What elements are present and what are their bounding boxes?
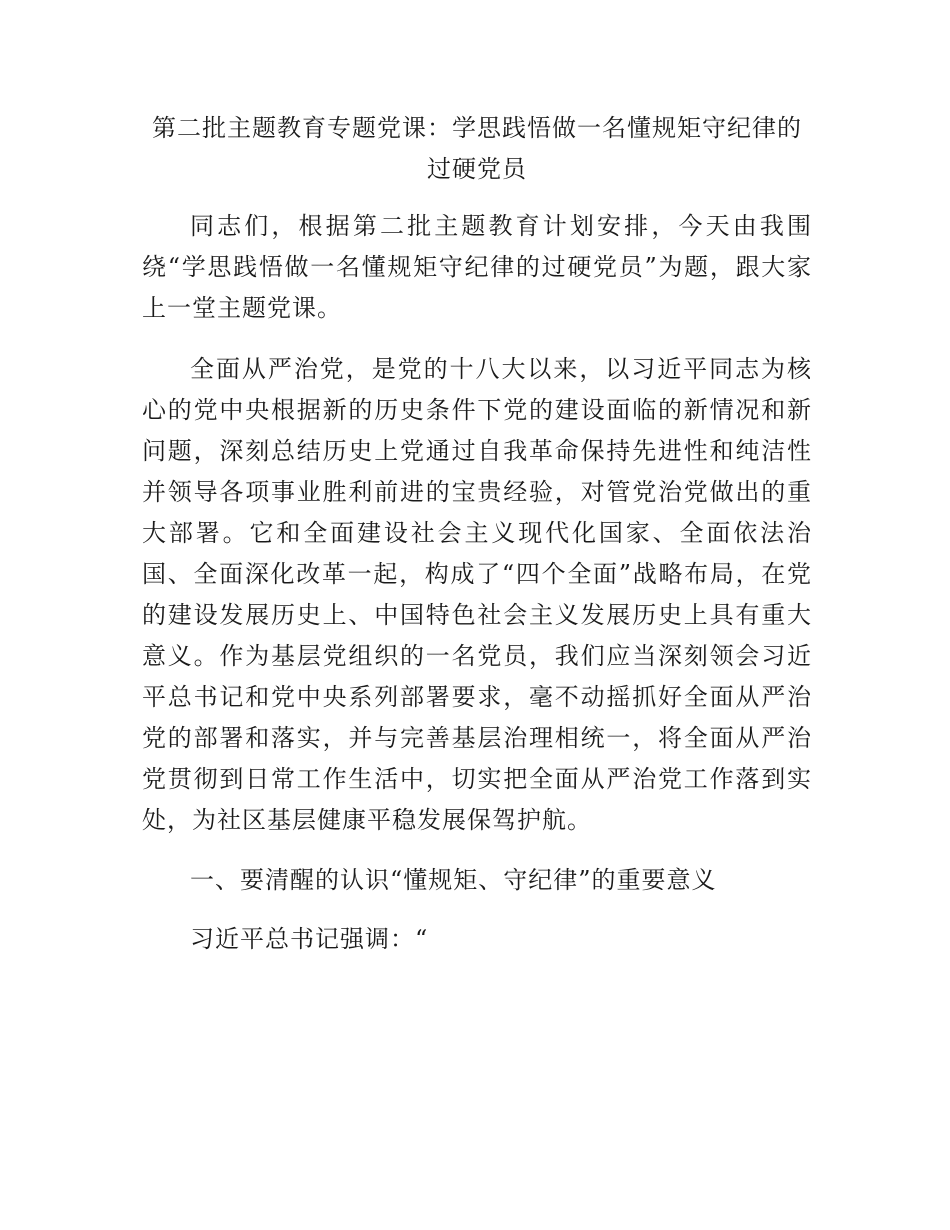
intro-paragraph: 同志们，根据第二批主题教育计划安排，今天由我围绕“学思践悟做一名懂规矩守纪律的过硬党员”为题，跟大家上一堂主题党课。 (142, 212, 812, 322)
document-body (142, 108, 812, 960)
body-paragraph: 全面从严治党，是党的十八大以来，以习近平同志为核心的党中央根据新的历史条件下党的建设面临的新情况和新问题，深刻总结历史上党通过自我革命保持先进性和纯洁性并领导各项事业胜利前进的宝贵经验，对管党治党做出的重大部署。它和全面建设社会主义现代化国家、全面依法治国、全面深化改革一起，构成了“四个全面”战略布局，在党的建设发展历史上、中国特色社会主义发展历史上具有重大意义。作为基层党组织的一名党员，我们应当深刻领会习近平总书记和党中央系列部署要求，毫不动摇抓好全面从严治党的部署和落实，并与完善基层治理相统一，将全面从严治党贯彻到日常工作生活中，切实把全面从严治党工作落到实处，为社区基层健康平稳发展保驾护航。 (142, 355, 812, 834)
document-title: 第二批主题教育专题党课：学思践悟做一名懂规矩守纪律的过硬党员 (152, 114, 802, 183)
section-heading: 一、要清醒的认识“懂规矩、守纪律”的重要意义 (190, 866, 717, 894)
quote-intro: 习近平总书记强调：“ (190, 925, 429, 953)
